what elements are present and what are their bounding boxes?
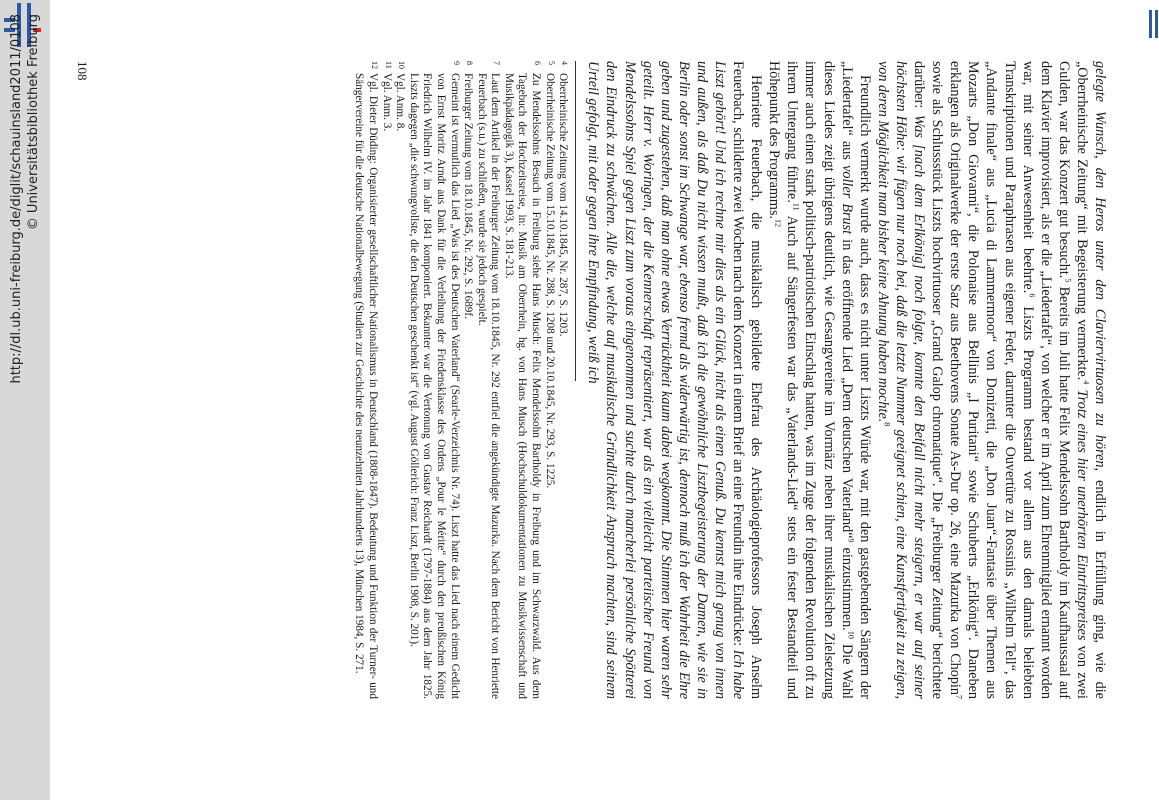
footnote: 9 Gemeint ist vermutlich das Lied „Was ist des Deutschen Vaterland“ (Searle-Verzeichnis Nr. 74). Liszt hatte das Lied nach einem Gedicht von Ernst Moritz Arndt aus Dank für die Verleihung der Friedensklasse des Ordens „Pour le Mérite“ durch den preußischen König Friedrich Wilhelm IV. im Jahr 1841 komponiert. Bekannter war die Vertonung von Gustav Reichardt (1797-1884) aus dem Jahr 1825. Liszts dagegen „die schwungvollste, die den Deutschen geschenkt ist“ (vgl. August Göllerich: Franz Liszt, Berlin 1908, S. 201). [407, 61, 461, 699]
body-paragraph: Henriette Feuerbach, die musikalisch gebildete Ehefrau des Archäologieprofessors Joseph Anselm Feuerbach, schilderte zwei Wochen nach dem Konzert in einem Brief an eine Freundin ihre Eindrücke: Ich habe Liszt gehört! Und ich rechne mir dies als ein Glück, nicht als einen Genuß. Du kennst mich genug von innen und außen, als daß Du nicht wissen mußt, daß ich die gewöhnliche Lisztbegeisterung der Damen, wie sie in Berlin oder sonst im Schwange war, ebenso fremd als widerwärtig ist, dennoch muß ich der Wahrheit die Ehre geben und zugestehen, daß man ohne etwas Verrücktheit kaum dabei wegkommt. Die Stimmen hier waren sehr geteilt. Herr v. Woringen, der die Kennerschaft repräsentiert, war als ein vielleicht parteiischer Freund von Mendelssohns Spiel gegen Liszt zum voraus eingenommen und suchte durch mancherlei persönliche Spötterei den Eindruck zu schwächen. Alle die, welche auf musikalische Gründlichkeit Anspruch machten, sind seinem Urteil gefolgt, mit oder gegen ihre Empfindung, weiß ich [585, 61, 765, 699]
footnote: 10 Vgl. Anm. 8. [394, 61, 407, 132]
footnote: 7 Laut dem Artikel in der Freiburger Zeitung vom 18.10.1845, Nr. 292 entfiel die angekündigte Mazurka. Nach dem Bericht von Henriette Feuerbach (s.u.) zu schließen, wurde sie jedoch gespielt. [475, 61, 502, 699]
body-paragraph: gelegte Wunsch, den Heros unter den Claviervirtuosen zu hören, endlich in Erfüllung ging, wie die „Oberrheinische Zeitung“ mit Begeisterung vermerkte.$^4$ Trotz eines hier unerhörten Eintrittspreises von zwei Gulden, war das Konzert gut besucht.$^5$ Bereits im Juli hatte Felix Mendelssohn Bartholdy im Kaufhaussaal auf dem Klavier improvisiert, als er die „Liedertafel“, von welcher er im April zum Ehrenmitglied ernannt worden war, mit seiner Anwesenheit beehrte.$^6$ Liszts Programm bestand vor allem aus den damals beliebten Transkriptionen und Paraphrasen aus eigener Feder, darunter die Ouvertüre zu Rossinis „Wilhelm Tell“, das „Andante finale“ aus „Lucia di Lammermoor“ von Donizetti, die „Don Juan“-Fantasie über Themen aus Mozarts „Don Giovanni“, die Polonaise aus Bellinis „I Puritani“ sowie Schuberts „Erlkönig“. Daneben erklangen als Originalwerke der erste Satz aus Beethovens Sonate As-Dur op. 26, eine Mazurka von Chopin$^7$ sowie als Schlussstück Liszts hochvirtuoser „Grand Galop chromatique“. Die „Freiburger Zeitung“ berichtete darüber: Was [nach dem Erlkönig] noch folgte, konnte den Beifall nicht mehr steigern, er war auf seiner höchsten Höhe: wir fügen nur noch bei, daß die letzte Nummer geeignet schien, eine Kunstfertigkeit zu zeigen, von deren Möglichkeit man bisher keine Ahnung haben mochte.$^8$ [874, 61, 1108, 699]
page-edge-logo-icon [1147, 6, 1159, 44]
footnote: 12 Vgl. Dieter Düding: Organisierter gesellschaftlicher Nationalismus in Deutschland (1808-1847). Bedeutung und Funktion der Turner- und Sängervereine für die deutsche Nationalbewegung (Studien zur Geschichte des neunzehnten Jahrhunderts 13), München 1984, S. 271. [353, 61, 379, 699]
document-page [55, 55, 1155, 705]
footnote: 11 Vgl. Anm. 3. [380, 61, 393, 132]
copyright-notice: © Universitätsbibliothek Freiburg [26, 14, 41, 231]
footnote: 4 Oberrheinische Zeitung vom 14.10.1845, Nr. 287, S. 1203. [557, 61, 570, 337]
viewer-sidebar [0, 0, 50, 800]
footnote-divider [575, 61, 576, 381]
footnote: 6 Zu Mendelssohns Besuch in Freiburg siehe Hans Musch: Felix Mendelssohn Bartholdy in Freiburg und im Schwarzwald. Aus dem Tagebuch der Hochzeitsreise, in: Musik am Oberrhein, hg. von Hans Musch (Hochschuldokumentationen zu Musikwissenschaft und Musikpädagogik 3), Kassel 1993, S. 181-213. [502, 61, 543, 699]
credit-block [0, 0, 50, 800]
document-url[interactable]: http://dl.ub.uni-freiburg.de/diglit/schauinsland2011/0108 [9, 14, 24, 384]
footnote: 8 Freiburger Zeitung vom 18.10.1845, Nr. 292, S. 1689f. [462, 61, 475, 319]
body-paragraph: Freundlich vermerkt wurde auch, dass es nicht unter Liszts Würde war, mit den gastgebenden Sängern der „Liedertafel“ aus voller Brust in das eröffnende Lied „Dem deutschen Vaterland“$^9$ einzustimmen.$^{10}$ Die Wahl dieses Liedes zeigt übrigens deutlich, wie Gesangvereine im Vormärz neben ihrer musikalischen Zielsetzung immer auch einen stark politisch-patriotischen Einschlag hatten, was im Zuge der folgenden Revolution oft zu ihrem Untergang führte.$^{11}$ Auch auf Sängerfesten war das „Vaterlands-Lied“ stets ein fester Bestandteil und Höhepunkt des Programms.$^{12}$ [766, 61, 873, 699]
footnote: 5 Oberrheinische Zeitung vom 15.10.1845, Nr. 288, S. 1208 und 20.10.1845, Nr. 293, S. 1225. [543, 61, 556, 489]
page-number: 108 [75, 61, 91, 81]
footnotes [352, 61, 570, 699]
